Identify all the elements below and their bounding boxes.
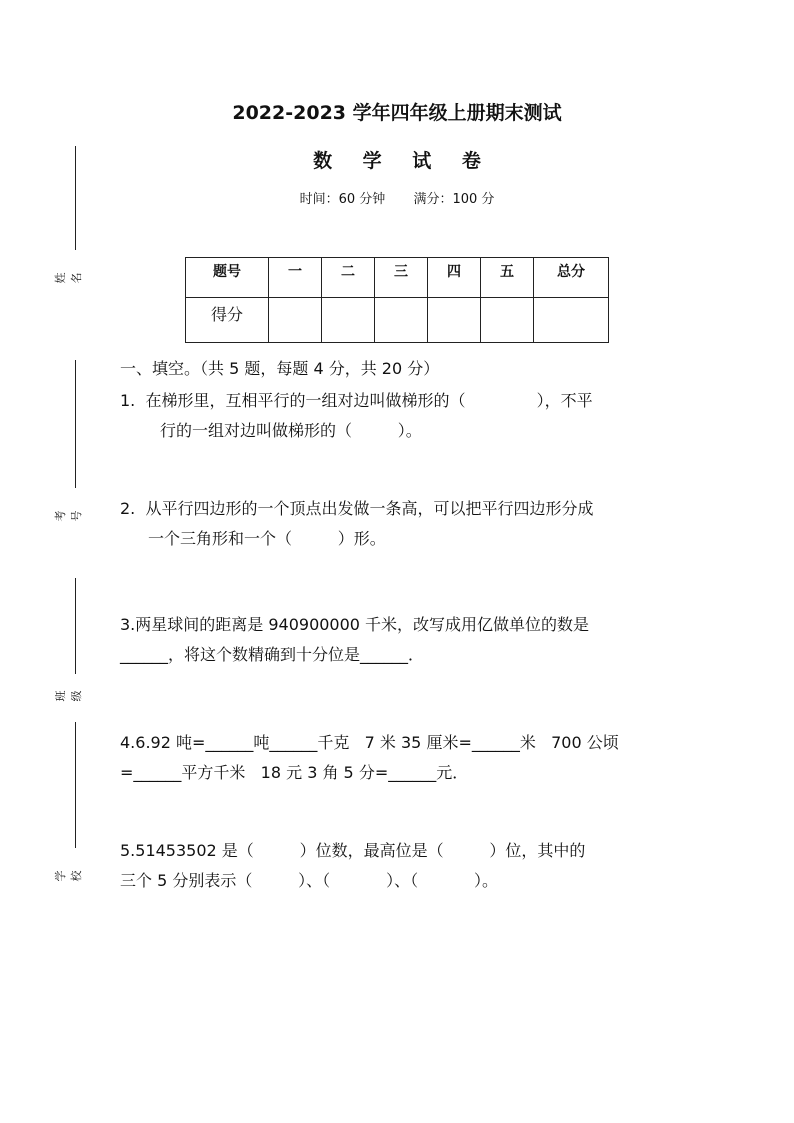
score-table-header: 二 — [322, 258, 375, 298]
score-cell[interactable] — [322, 298, 375, 343]
question-1-line-1: 1. 在梯形里，互相平行的一组对边叫做梯形的（ ），不平 — [120, 391, 593, 410]
score-table-header: 五 — [481, 258, 534, 298]
full-score: 满分：100 分 — [413, 192, 495, 207]
question-4-line-2: =______平方千米 18 元 3 角 5 分=______元． — [120, 763, 469, 782]
score-table-header: 题号 — [186, 258, 269, 298]
time-limit: 时间：60 分钟 — [299, 192, 386, 207]
exam-subtitle: 数 学 试 卷 — [313, 150, 493, 172]
score-table-score-row — [186, 298, 609, 343]
score-cell[interactable] — [428, 298, 481, 343]
question-3 — [120, 610, 690, 670]
binding-line-class — [75, 578, 76, 674]
question-4 — [120, 728, 690, 788]
question-1-line-2: 行的一组对边叫做梯形的（ ）。 — [160, 421, 422, 440]
question-4-line-1: 4.6.92 吨=______吨______千克 7 米 35 厘米=______米 700 公顷 — [120, 733, 619, 752]
score-table-header: 四 — [428, 258, 481, 298]
question-1 — [120, 386, 690, 446]
binding-line-name — [75, 146, 76, 250]
question-2-line-2: 一个三角形和一个（ ）形。 — [148, 529, 386, 548]
score-table-header-row — [186, 258, 609, 298]
binding-label-name: 姓名 — [54, 272, 83, 284]
question-5 — [120, 836, 690, 896]
score-cell[interactable] — [534, 298, 609, 343]
score-table-header: 总分 — [534, 258, 609, 298]
score-table — [185, 257, 609, 343]
binding-label-school: 学校 — [54, 870, 83, 882]
question-5-line-1: 5.51453502 是（ ）位数，最高位是（ ）位，其中的 — [120, 841, 586, 860]
question-2 — [120, 494, 690, 554]
exam-title: 2022-2023 学年四年级上册期末测试 — [232, 102, 562, 124]
binding-label-class: 班级 — [54, 690, 83, 702]
score-cell[interactable] — [481, 298, 534, 343]
score-cell[interactable] — [269, 298, 322, 343]
score-cell[interactable] — [375, 298, 428, 343]
binding-label-exam-no: 考号 — [54, 510, 83, 522]
binding-line-exam-no — [75, 360, 76, 488]
question-5-line-2: 三个 5 分别表示（ ）、（ ）、（ ）。 — [120, 871, 499, 890]
score-row-label: 得分 — [186, 298, 269, 343]
binding-line-school — [75, 722, 76, 848]
section-heading: 一、填空。（共 5 题，每题 4 分，共 20 分） — [120, 359, 440, 378]
score-table-header: 三 — [375, 258, 428, 298]
question-3-line-1: 3.两星球间的距离是 940900000 千米，改写成用亿做单位的数是 — [120, 615, 590, 634]
question-3-line-2: ______，将这个数精确到十分位是______． — [120, 645, 425, 664]
exam-meta — [0, 188, 794, 207]
question-2-line-1: 2. 从平行四边形的一个顶点出发做一条高，可以把平行四边形分成 — [120, 499, 594, 518]
score-table-header: 一 — [269, 258, 322, 298]
